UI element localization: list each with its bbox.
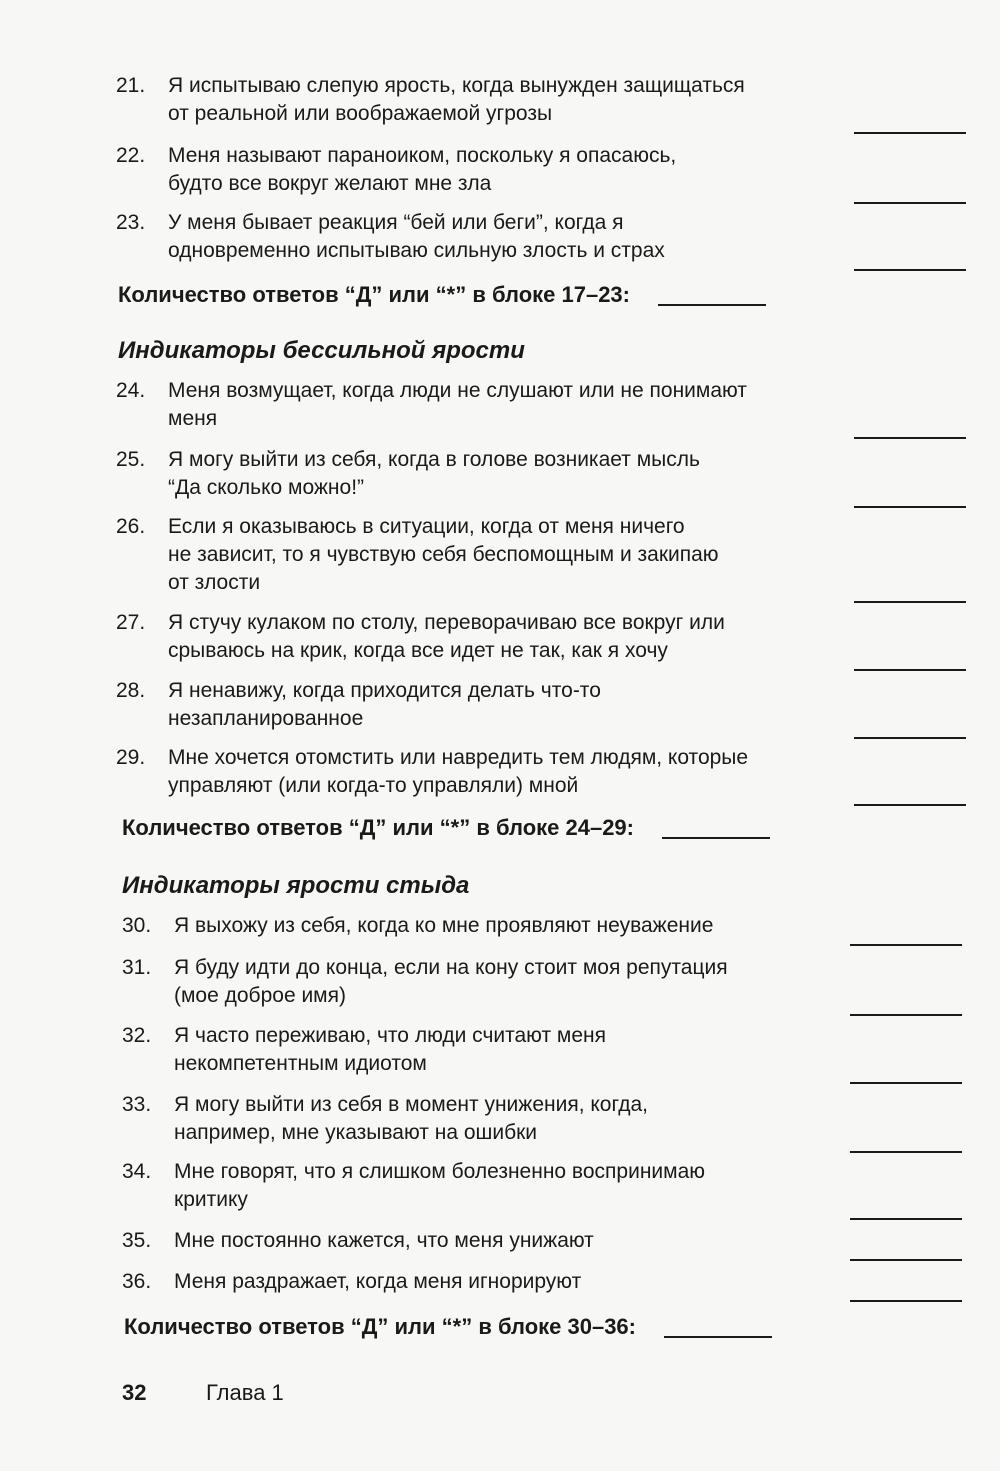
question-text: Я часто переживаю, что люди считают меня некомпетентным идиотом	[174, 1024, 607, 1075]
question-text: Мне говорят, что я слишком болезненно воспринимаю критику	[174, 1160, 706, 1211]
answer-blank[interactable]	[854, 269, 966, 271]
section-heading: Индикаторы бессильной ярости	[118, 337, 525, 364]
question-item	[116, 209, 966, 265]
total-blank[interactable]	[658, 304, 766, 306]
block-total	[124, 1312, 772, 1342]
answer-blank[interactable]	[854, 202, 966, 204]
question-item	[116, 72, 966, 128]
answer-blank[interactable]	[850, 944, 962, 946]
question-text: Я испытываю слепую ярость, когда вынужден защищаться от реальной или воображаемой угрозы	[168, 74, 745, 125]
answer-blank[interactable]	[854, 669, 966, 671]
question-text: Я стучу кулаком по столу, переворачиваю все вокруг или срываюсь на крик, когда все идет не так, как я хочу	[168, 611, 725, 662]
question-item	[122, 1158, 962, 1214]
answer-blank[interactable]	[850, 1014, 962, 1016]
block-total-label: Количество ответов “Д” или “*” в блоке 17–23:	[118, 282, 630, 307]
question-number: 35.	[122, 1229, 152, 1252]
question-number: 29.	[116, 746, 146, 769]
question-item	[122, 1091, 962, 1147]
answer-blank[interactable]	[850, 1082, 962, 1084]
question-text: Мне хочется отомстить или навредить тем людям, которые управляют (или когда-то управляли) мной	[168, 746, 749, 797]
question-item	[116, 744, 966, 800]
block-total	[118, 280, 766, 310]
question-number: 27.	[116, 611, 146, 634]
question-number: 25.	[116, 448, 146, 471]
answer-blank[interactable]	[854, 737, 966, 739]
question-number: 34.	[122, 1160, 152, 1183]
question-number: 28.	[116, 679, 146, 702]
question-text: Меня возмущает, когда люди не слушают или не понимают меня	[168, 379, 747, 430]
block-total-label: Количество ответов “Д” или “*” в блоке 30–36:	[124, 1314, 636, 1339]
block-total	[122, 813, 770, 843]
question-text: У меня бывает реакция “бей или беги”, когда я одновременно испытываю сильную злость и страх	[168, 211, 665, 262]
question-item	[116, 446, 966, 502]
question-item	[122, 1022, 962, 1078]
question-item	[122, 954, 962, 1010]
question-number: 24.	[116, 379, 146, 402]
answer-blank[interactable]	[854, 601, 966, 603]
question-number: 30.	[122, 914, 152, 937]
answer-blank[interactable]	[850, 1259, 962, 1261]
question-number: 33.	[122, 1093, 152, 1116]
question-item	[122, 912, 962, 940]
question-item	[122, 1227, 962, 1255]
question-text: Я могу выйти из себя, когда в голове возникает мысль “Да сколько можно!”	[168, 448, 700, 499]
answer-blank[interactable]	[850, 1218, 962, 1220]
total-blank[interactable]	[662, 837, 770, 839]
question-text: Меня называют параноиком, поскольку я опасаюсь, будто все вокруг желают мне зла	[168, 144, 677, 195]
page-footer	[122, 1378, 284, 1408]
chapter-label: Глава 1	[206, 1380, 284, 1405]
question-text: Я могу выйти из себя в момент унижения, когда, например, мне указывают на ошибки	[174, 1093, 648, 1144]
answer-blank[interactable]	[850, 1300, 962, 1302]
total-blank[interactable]	[664, 1336, 772, 1338]
question-item	[122, 1268, 962, 1296]
question-number: 36.	[122, 1270, 152, 1293]
question-text: Меня раздражает, когда меня игнорируют	[174, 1270, 582, 1293]
question-text: Если я оказываюсь в ситуации, когда от меня ничего не зависит, то я чувствую себя беспомощным и закипаю от злости	[168, 515, 719, 594]
answer-blank[interactable]	[854, 132, 966, 134]
section-heading: Индикаторы ярости стыда	[122, 872, 470, 899]
answer-blank[interactable]	[854, 437, 966, 439]
question-number: 32.	[122, 1024, 152, 1047]
question-number: 21.	[116, 74, 146, 97]
question-item	[116, 513, 966, 597]
answer-blank[interactable]	[850, 1151, 962, 1153]
answer-blank[interactable]	[854, 804, 966, 806]
block-total-label: Количество ответов “Д” или “*” в блоке 24–29:	[122, 815, 634, 840]
question-number: 26.	[116, 515, 146, 538]
question-item	[116, 142, 966, 198]
question-text: Я буду идти до конца, если на кону стоит моя репутация (мое доброе имя)	[174, 956, 728, 1007]
answer-blank[interactable]	[854, 506, 966, 508]
question-number: 22.	[116, 144, 146, 167]
question-text: Я ненавижу, когда приходится делать что-то незапланированное	[168, 679, 601, 730]
question-number: 31.	[122, 956, 152, 979]
question-item	[116, 609, 966, 665]
page-number: 32	[122, 1380, 147, 1405]
question-text: Я выхожу из себя, когда ко мне проявляют неуважение	[174, 914, 714, 937]
question-item	[116, 677, 966, 733]
question-item	[116, 377, 966, 433]
question-number: 23.	[116, 211, 146, 234]
question-text: Мне постоянно кажется, что меня унижают	[174, 1229, 594, 1252]
